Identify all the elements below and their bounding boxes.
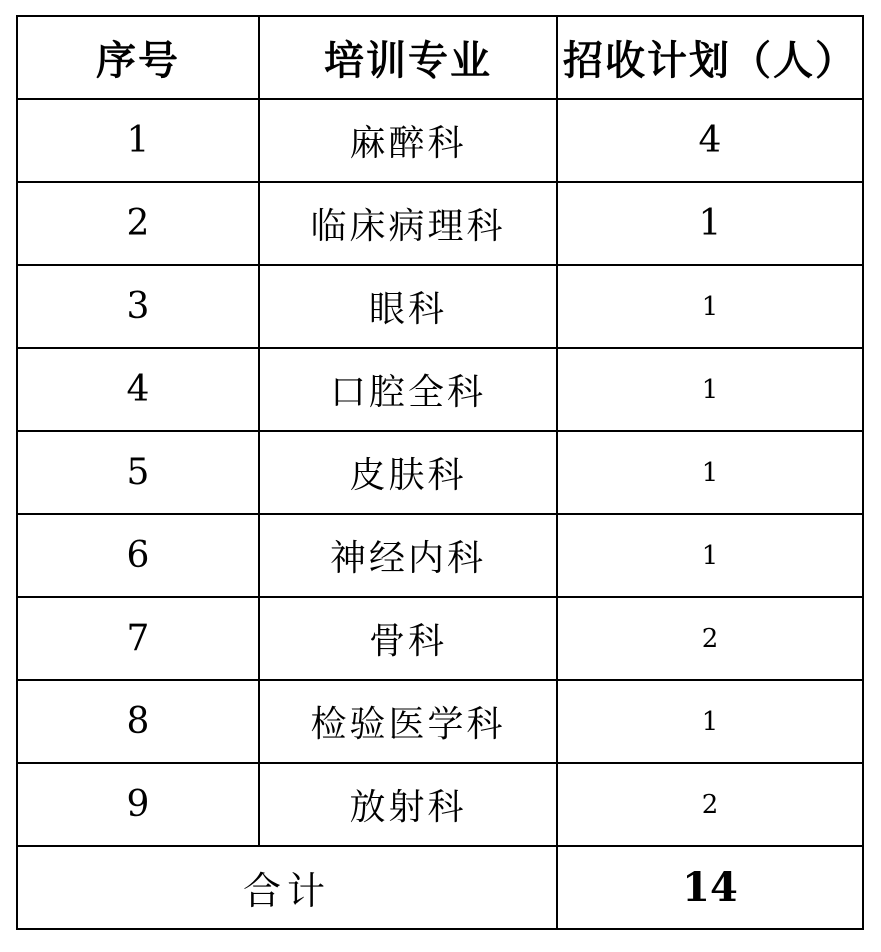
row-major: 口腔全科 xyxy=(259,348,557,431)
row-plan: 1 xyxy=(557,514,863,597)
table-row xyxy=(17,597,863,680)
row-plan: 4 xyxy=(557,99,863,182)
header-major: 培训专业 xyxy=(259,16,557,99)
table-header-row xyxy=(17,16,863,99)
table-row xyxy=(17,680,863,763)
row-plan: 1 xyxy=(557,348,863,431)
row-index: 1 xyxy=(17,99,259,182)
header-index: 序号 xyxy=(17,16,259,99)
row-plan: 2 xyxy=(557,597,863,680)
table-row xyxy=(17,182,863,265)
row-plan: 1 xyxy=(557,182,863,265)
row-major: 检验医学科 xyxy=(259,680,557,763)
enrollment-plan-table xyxy=(16,15,864,930)
table-row xyxy=(17,431,863,514)
row-major: 神经内科 xyxy=(259,514,557,597)
table-row xyxy=(17,514,863,597)
row-index: 8 xyxy=(17,680,259,763)
table-total-row xyxy=(17,846,863,929)
row-index: 3 xyxy=(17,265,259,348)
row-major: 麻醉科 xyxy=(259,99,557,182)
total-label: 合计 xyxy=(17,846,557,929)
row-index: 2 xyxy=(17,182,259,265)
row-index: 7 xyxy=(17,597,259,680)
total-value: 14 xyxy=(557,846,863,929)
table-row xyxy=(17,265,863,348)
row-major: 眼科 xyxy=(259,265,557,348)
row-major: 放射科 xyxy=(259,763,557,846)
row-major: 临床病理科 xyxy=(259,182,557,265)
row-major: 骨科 xyxy=(259,597,557,680)
row-major: 皮肤科 xyxy=(259,431,557,514)
table-row xyxy=(17,99,863,182)
row-index: 9 xyxy=(17,763,259,846)
table-row xyxy=(17,348,863,431)
row-index: 6 xyxy=(17,514,259,597)
row-index: 4 xyxy=(17,348,259,431)
row-plan: 1 xyxy=(557,431,863,514)
row-index: 5 xyxy=(17,431,259,514)
row-plan: 1 xyxy=(557,265,863,348)
row-plan: 1 xyxy=(557,680,863,763)
enrollment-table-container xyxy=(16,15,864,930)
table-row xyxy=(17,763,863,846)
header-plan: 招收计划（人） xyxy=(557,16,863,99)
row-plan: 2 xyxy=(557,763,863,846)
